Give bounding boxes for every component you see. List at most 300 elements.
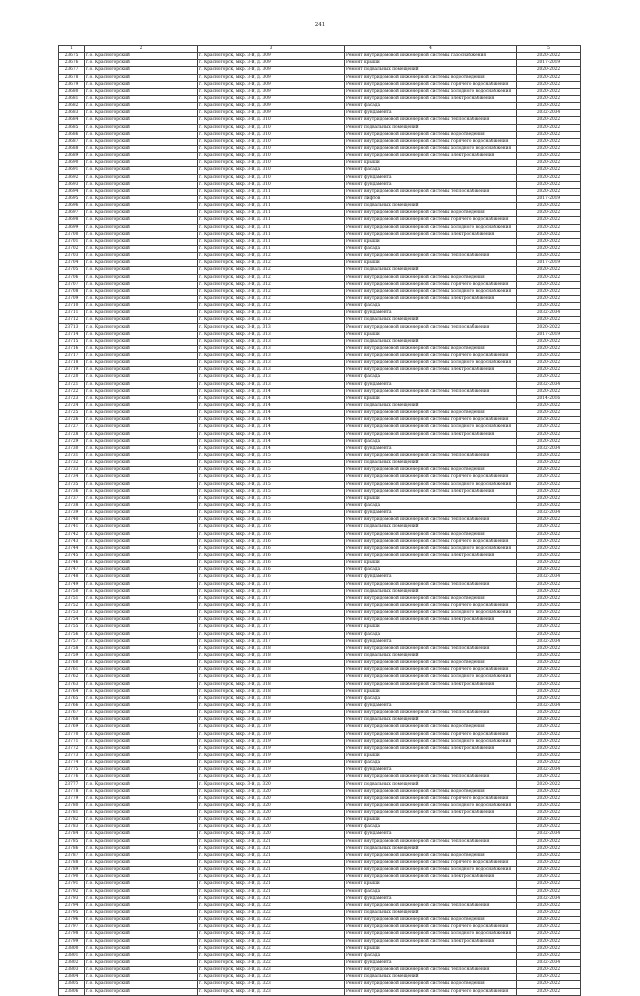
row-number-cell: 23782 [59,817,85,824]
address-cell: г. Красногорск, мкр. 3-й, д. 310 [198,138,345,145]
work-type-cell: Ремонт внутридомовой инженерной системы водоотведения [345,595,517,602]
period-cell: 2020-2022 [517,867,581,874]
table-row [59,188,581,195]
period-cell: 2032-2034 [517,310,581,317]
address-cell: г. Красногорск, мкр. 3-й, д. 317 [198,617,345,624]
table-row [59,231,581,238]
row-number-cell: 23777 [59,781,85,788]
municipality-cell: г.о. Красногорский [85,881,198,888]
table-row [59,95,581,102]
row-number-cell: 23732 [59,460,85,467]
municipality-cell: г.о. Красногорский [85,938,198,945]
address-cell: г. Красногорск, мкр. 3-й, д. 314 [198,424,345,431]
table-row [59,303,581,310]
row-number-cell: 23698 [59,217,85,224]
address-cell: г. Красногорск, мкр. 3-й, д. 319 [198,760,345,767]
period-cell: 2020-2022 [517,181,581,188]
work-type-cell: Ремонт фундамента [345,702,517,709]
work-type-cell: Ремонт внутридомовой инженерной системы холодного водоснабжения [345,481,517,488]
municipality-cell: г.о. Красногорский [85,660,198,667]
address-cell: г. Красногорск, мкр. 3-й, д. 322 [198,952,345,959]
municipality-cell: г.о. Красногорский [85,460,198,467]
period-cell: 2032-2034 [517,638,581,645]
period-cell: 2020-2022 [517,967,581,974]
period-cell: 2020-2022 [517,588,581,595]
address-cell: г. Красногорск, мкр. 3-й, д. 309 [198,88,345,95]
municipality-cell: г.о. Красногорский [85,103,198,110]
table-row [59,524,581,531]
address-cell: г. Красногорск, мкр. 3-й, д. 323 [198,988,345,995]
row-number-cell: 23795 [59,910,85,917]
table-row [59,281,581,288]
row-number-cell: 23711 [59,310,85,317]
municipality-cell: г.о. Красногорский [85,538,198,545]
address-cell: г. Красногорск, мкр. 3-й, д. 309 [198,60,345,67]
table-row [59,195,581,202]
row-number-cell: 23787 [59,852,85,859]
address-cell: г. Красногорск, мкр. 3-й, д. 320 [198,817,345,824]
row-number-cell: 23763 [59,681,85,688]
table-row [59,538,581,545]
work-type-cell: Ремонт внутридомовой инженерной системы теплоснабжения [345,774,517,781]
municipality-cell: г.о. Красногорский [85,203,198,210]
row-number-cell: 23713 [59,324,85,331]
address-cell: г. Красногорск, мкр. 3-й, д. 312 [198,288,345,295]
address-cell: г. Красногорск, мкр. 3-й, д. 321 [198,838,345,845]
row-number-cell: 23677 [59,67,85,74]
work-type-cell: Ремонт подвальных помещений [345,203,517,210]
row-number-cell: 23745 [59,552,85,559]
work-type-cell: Ремонт внутридомовой инженерной системы горячего водоснабжения [345,924,517,931]
municipality-cell: г.о. Красногорский [85,681,198,688]
address-cell: г. Красногорск, мкр. 3-й, д. 314 [198,417,345,424]
work-type-cell: Ремонт подвальных помещений [345,652,517,659]
table-row [59,702,581,709]
work-type-cell: Ремонт подвальных помещений [345,910,517,917]
municipality-cell: г.о. Красногорский [85,238,198,245]
municipality-cell: г.о. Красногорский [85,353,198,360]
work-type-cell: Ремонт фундамента [345,174,517,181]
table-row [59,495,581,502]
period-cell: 2020-2022 [517,174,581,181]
municipality-cell: г.о. Красногорский [85,810,198,817]
period-cell: 2020-2022 [517,253,581,260]
period-cell: 2020-2022 [517,153,581,160]
period-cell: 2020-2022 [517,788,581,795]
period-cell: 2020-2022 [517,217,581,224]
table-row [59,938,581,945]
work-type-cell: Ремонт фасада [345,103,517,110]
row-number-cell: 23731 [59,453,85,460]
work-type-cell: Ремонт внутридомовой инженерной системы теплоснабжения [345,710,517,717]
municipality-cell: г.о. Красногорский [85,453,198,460]
municipality-cell: г.о. Красногорский [85,745,198,752]
table-row [59,388,581,395]
period-cell: 2020-2022 [517,688,581,695]
period-cell: 2020-2022 [517,974,581,981]
period-cell: 2020-2022 [517,403,581,410]
table-row [59,767,581,774]
period-cell: 2020-2022 [517,824,581,831]
table-row [59,717,581,724]
work-type-cell: Ремонт внутридомовой инженерной системы теплоснабжения [345,453,517,460]
work-type-cell: Ремонт внутридомовой инженерной системы электроснабжения [345,938,517,945]
work-type-cell: Ремонт внутридомовой инженерной системы горячего водоснабжения [345,731,517,738]
address-cell: г. Красногорск, мкр. 3-й, д. 315 [198,503,345,510]
work-type-cell: Ремонт внутридомовой инженерной системы холодного водоснабжения [345,931,517,938]
row-number-cell: 23743 [59,538,85,545]
table-row [59,617,581,624]
municipality-cell: г.о. Красногорский [85,767,198,774]
row-number-cell: 23716 [59,345,85,352]
address-cell: г. Красногорск, мкр. 3-й, д. 311 [198,210,345,217]
address-cell: г. Красногорск, мкр. 3-й, д. 315 [198,510,345,517]
work-type-cell: Ремонт внутридомовой инженерной системы электроснабжения [345,617,517,624]
address-cell: г. Красногорск, мкр. 3-й, д. 313 [198,381,345,388]
municipality-cell: г.о. Красногорский [85,795,198,802]
row-number-cell: 23766 [59,702,85,709]
work-type-cell: Ремонт внутридомовой инженерной системы водоотведения [345,788,517,795]
work-type-cell: Ремонт внутридомовой инженерной системы водоотведения [345,131,517,138]
period-cell: 2020-2022 [517,224,581,231]
work-type-cell: Ремонт крыши [345,560,517,567]
table-row [59,710,581,717]
address-cell: г. Красногорск, мкр. 3-й, д. 312 [198,253,345,260]
municipality-cell: г.о. Красногорский [85,295,198,302]
period-cell: 2020-2022 [517,417,581,424]
period-cell: 2020-2022 [517,88,581,95]
row-number-cell: 23778 [59,788,85,795]
municipality-cell: г.о. Красногорский [85,788,198,795]
municipality-cell: г.о. Красногорский [85,110,198,117]
period-cell: 2020-2022 [517,660,581,667]
table-row [59,331,581,338]
row-number-cell: 23729 [59,438,85,445]
work-type-cell: Ремонт подвальных помещений [345,524,517,531]
row-number-cell: 23719 [59,367,85,374]
address-cell: г. Красногорск, мкр. 3-й, д. 314 [198,410,345,417]
table-row [59,588,581,595]
municipality-cell: г.о. Красногорский [85,153,198,160]
table-row [59,560,581,567]
municipality-cell: г.о. Красногорский [85,817,198,824]
row-number-cell: 23685 [59,124,85,131]
period-cell: 2020-2022 [517,910,581,917]
municipality-cell: г.о. Красногорский [85,724,198,731]
work-type-cell: Ремонт фасада [345,567,517,574]
municipality-cell: г.о. Красногорский [85,495,198,502]
period-cell: 2020-2022 [517,424,581,431]
address-cell: г. Красногорск, мкр. 3-й, д. 322 [198,917,345,924]
address-cell: г. Красногорск, мкр. 3-й, д. 322 [198,945,345,952]
municipality-cell: г.о. Красногорский [85,731,198,738]
period-cell: 2020-2022 [517,324,581,331]
period-cell: 2020-2022 [517,167,581,174]
period-cell: 2020-2022 [517,552,581,559]
table-row [59,888,581,895]
period-cell: 2020-2022 [517,103,581,110]
work-type-cell: Ремонт внутридомовой инженерной системы холодного водоснабжения [345,610,517,617]
work-type-cell: Ремонт внутридомовой инженерной системы теплоснабжения [345,645,517,652]
address-cell: г. Красногорск, мкр. 3-й, д. 311 [198,217,345,224]
municipality-cell: г.о. Красногорский [85,510,198,517]
table-row [59,724,581,731]
work-type-cell: Ремонт внутридомовой инженерной системы электроснабжения [345,367,517,374]
table-row [59,438,581,445]
table-row [59,667,581,674]
period-cell: 2020-2022 [517,717,581,724]
work-type-cell: Ремонт подвальных помещений [345,781,517,788]
address-cell: г. Красногорск, мкр. 3-й, д. 316 [198,567,345,574]
row-number-cell: 23790 [59,874,85,881]
work-type-cell: Ремонт внутридомовой инженерной системы водоотведения [345,410,517,417]
row-number-cell: 23707 [59,281,85,288]
table-row [59,253,581,260]
municipality-cell: г.о. Красногорский [85,752,198,759]
municipality-cell: г.о. Красногорский [85,967,198,974]
row-number-cell: 23754 [59,617,85,624]
period-cell: 2020-2022 [517,902,581,909]
table-row [59,517,581,524]
municipality-cell: г.о. Красногорский [85,331,198,338]
row-number-cell: 23751 [59,595,85,602]
address-cell: г. Красногорск, мкр. 3-й, д. 318 [198,688,345,695]
work-type-cell: Ремонт внутридомовой инженерной системы теплоснабжения [345,902,517,909]
municipality-cell: г.о. Красногорский [85,560,198,567]
municipality-cell: г.о. Красногорский [85,802,198,809]
work-type-cell: Ремонт внутридомовой инженерной системы горячего водоснабжения [345,417,517,424]
period-cell: 2020-2022 [517,360,581,367]
row-number-cell: 23791 [59,881,85,888]
address-cell: г. Красногорск, мкр. 3-й, д. 314 [198,403,345,410]
work-type-cell: Ремонт фасада [345,374,517,381]
table-row [59,731,581,738]
period-cell: 2020-2022 [517,760,581,767]
row-number-cell: 23741 [59,524,85,531]
row-number-cell: 23718 [59,360,85,367]
address-cell: г. Красногорск, мкр. 3-й, д. 317 [198,638,345,645]
table-row [59,488,581,495]
work-type-cell: Ремонт внутридомовой инженерной системы горячего водоснабжения [345,81,517,88]
address-cell: г. Красногорск, мкр. 3-й, д. 315 [198,495,345,502]
work-type-cell: Ремонт внутридомовой инженерной системы горячего водоснабжения [345,602,517,609]
table-row [59,424,581,431]
address-cell: г. Красногорск, мкр. 3-й, д. 316 [198,538,345,545]
row-number-cell: 23781 [59,810,85,817]
row-number-cell: 23796 [59,917,85,924]
municipality-cell: г.о. Красногорский [85,303,198,310]
address-cell: г. Красногорск, мкр. 3-й, д. 315 [198,474,345,481]
period-cell: 2020-2022 [517,410,581,417]
table-row [59,381,581,388]
row-number-cell: 23687 [59,138,85,145]
municipality-cell: г.о. Красногорский [85,374,198,381]
municipality-cell: г.о. Красногорский [85,838,198,845]
work-type-cell: Ремонт внутридомовой инженерной системы холодного водоснабжения [345,674,517,681]
municipality-cell: г.о. Красногорский [85,195,198,202]
row-number-cell: 23789 [59,867,85,874]
table-row [59,817,581,824]
row-number-cell: 23676 [59,60,85,67]
work-type-cell: Ремонт внутридомовой инженерной системы водоотведения [345,852,517,859]
table-row [59,210,581,217]
municipality-cell: г.о. Красногорский [85,417,198,424]
work-type-cell: Ремонт внутридомовой инженерной системы холодного водоснабжения [345,802,517,809]
municipality-cell: г.о. Красногорский [85,917,198,924]
period-cell: 2020-2022 [517,503,581,510]
table-row [59,781,581,788]
period-cell: 2020-2022 [517,95,581,102]
period-cell: 2020-2022 [517,710,581,717]
municipality-cell: г.о. Красногорский [85,360,198,367]
address-cell: г. Красногорск, мкр. 3-й, д. 313 [198,353,345,360]
period-cell: 2020-2022 [517,517,581,524]
work-type-cell: Ремонт крыши [345,688,517,695]
table-row [59,360,581,367]
work-type-cell: Ремонт крыши [345,752,517,759]
row-number-cell: 23721 [59,381,85,388]
municipality-cell: г.о. Красногорский [85,710,198,717]
row-number-cell: 23744 [59,545,85,552]
period-cell: 2020-2022 [517,931,581,938]
row-number-cell: 23720 [59,374,85,381]
table-row [59,224,581,231]
period-cell: 2032-2034 [517,960,581,967]
municipality-cell: г.о. Красногорский [85,74,198,81]
period-cell: 2014-2016 [517,395,581,402]
address-cell: г. Красногорск, мкр. 3-й, д. 318 [198,652,345,659]
address-cell: г. Красногорск, мкр. 3-й, д. 310 [198,124,345,131]
work-type-cell: Ремонт внутридомовой инженерной системы горячего водоснабжения [345,353,517,360]
period-cell: 2020-2022 [517,852,581,859]
period-cell: 2020-2022 [517,124,581,131]
table-row [59,810,581,817]
table-row [59,917,581,924]
period-cell: 2020-2022 [517,145,581,152]
municipality-cell: г.о. Красногорский [85,288,198,295]
address-cell: г. Красногорск, мкр. 3-й, д. 319 [198,724,345,731]
period-cell: 2020-2022 [517,495,581,502]
address-cell: г. Красногорск, мкр. 3-й, д. 316 [198,517,345,524]
address-cell: г. Красногорск, мкр. 3-й, д. 313 [198,367,345,374]
work-type-cell: Ремонт крыши [345,881,517,888]
address-cell: г. Красногорск, мкр. 3-й, д. 320 [198,795,345,802]
municipality-cell: г.о. Красногорский [85,581,198,588]
municipality-cell: г.о. Красногорский [85,431,198,438]
row-number-cell: 23753 [59,610,85,617]
row-number-cell: 23756 [59,631,85,638]
table-row [59,474,581,481]
row-number-cell: 23683 [59,110,85,117]
period-cell: 2020-2022 [517,374,581,381]
table-row [59,374,581,381]
work-type-cell: Ремонт фундамента [345,831,517,838]
row-number-cell: 23758 [59,645,85,652]
table-row [59,602,581,609]
row-number-cell: 23757 [59,638,85,645]
table-row [59,353,581,360]
period-cell: 2020-2022 [517,138,581,145]
work-type-cell: Ремонт фундамента [345,445,517,452]
table-row [59,752,581,759]
row-number-cell: 23746 [59,560,85,567]
period-cell: 2020-2022 [517,745,581,752]
period-cell: 2020-2022 [517,610,581,617]
period-cell: 2020-2022 [517,667,581,674]
address-cell: г. Красногорск, мкр. 3-й, д. 309 [198,53,345,60]
table-row [59,774,581,781]
period-cell: 2020-2022 [517,874,581,881]
work-type-cell: Ремонт фасада [345,695,517,702]
table-row [59,203,581,210]
row-number-cell: 23722 [59,388,85,395]
table-row [59,824,581,831]
table-row [59,481,581,488]
work-type-cell: Ремонт подвальных помещений [345,403,517,410]
table-row [59,124,581,131]
period-cell: 2020-2022 [517,210,581,217]
period-cell: 2020-2022 [517,295,581,302]
period-cell: 2020-2022 [517,810,581,817]
work-type-cell: Ремонт подвальных помещений [345,124,517,131]
period-cell: 2020-2022 [517,245,581,252]
period-cell: 2020-2022 [517,160,581,167]
address-cell: г. Красногорск, мкр. 3-й, д. 316 [198,524,345,531]
address-cell: г. Красногорск, мкр. 3-й, д. 315 [198,488,345,495]
row-number-cell: 23737 [59,495,85,502]
municipality-cell: г.о. Красногорский [85,888,198,895]
work-type-cell: Ремонт внутридомовой инженерной системы теплоснабжения [345,517,517,524]
table-row [59,274,581,281]
municipality-cell: г.о. Красногорский [85,867,198,874]
work-type-cell: Ремонт внутридомовой инженерной системы водоотведения [345,467,517,474]
table-row [59,410,581,417]
table-row [59,345,581,352]
table-row [59,138,581,145]
period-cell: 2020-2022 [517,453,581,460]
period-cell: 2020-2022 [517,317,581,324]
municipality-cell: г.о. Красногорский [85,410,198,417]
period-cell: 2020-2022 [517,303,581,310]
work-type-cell: Ремонт внутридомовой инженерной системы электроснабжения [345,95,517,102]
municipality-cell: г.о. Красногорский [85,738,198,745]
address-cell: г. Красногорск, мкр. 3-й, д. 314 [198,431,345,438]
row-number-cell: 23805 [59,981,85,988]
work-type-cell: Ремонт внутридомовой инженерной системы водоотведения [345,531,517,538]
address-cell: г. Красногорск, мкр. 3-й, д. 313 [198,338,345,345]
municipality-cell: г.о. Красногорский [85,617,198,624]
address-cell: г. Красногорск, мкр. 3-й, д. 312 [198,303,345,310]
table-row [59,988,581,995]
work-type-cell: Ремонт фундамента [345,381,517,388]
municipality-cell: г.о. Красногорский [85,253,198,260]
municipality-cell: г.о. Красногорский [85,624,198,631]
address-cell: г. Красногорск, мкр. 3-й, д. 321 [198,860,345,867]
table-row [59,160,581,167]
work-type-cell: Ремонт внутридомовой инженерной системы горячего водоснабжения [345,474,517,481]
table-row [59,67,581,74]
address-cell: г. Красногорск, мкр. 3-й, д. 317 [198,610,345,617]
work-type-cell: Ремонт внутридомовой инженерной системы горячего водоснабжения [345,860,517,867]
municipality-cell: г.о. Красногорский [85,567,198,574]
row-number-cell: 23738 [59,503,85,510]
municipality-cell: г.о. Красногорский [85,667,198,674]
row-number-cell: 23675 [59,53,85,60]
address-cell: г. Красногорск, мкр. 3-й, д. 321 [198,895,345,902]
row-number-cell: 23704 [59,260,85,267]
work-type-cell: Ремонт внутридомовой инженерной системы электроснабжения [345,488,517,495]
address-cell: г. Красногорск, мкр. 3-й, д. 318 [198,645,345,652]
